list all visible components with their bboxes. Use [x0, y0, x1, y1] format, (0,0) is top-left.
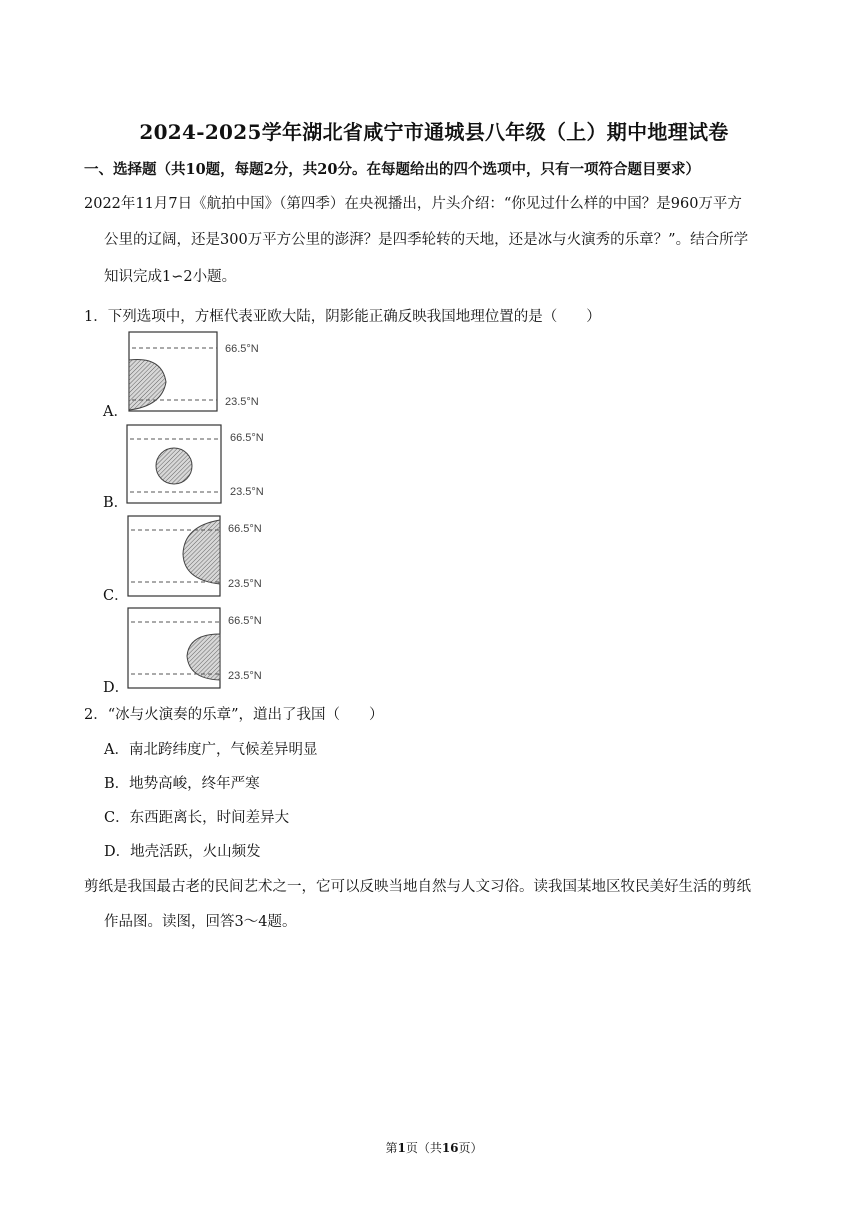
q2-option-d[interactable]: D．地壳活跃，火山频发: [104, 844, 261, 860]
china-shadow: [187, 634, 220, 680]
q1-option-d-label[interactable]: D．: [103, 680, 130, 696]
q1-option-c-label[interactable]: C．: [103, 588, 129, 604]
lat-66-label: 66.5°N: [225, 343, 259, 355]
question-1-stem: 1．下列选项中，方框代表亚欧大陆，阴影能正确反映我国地理位置的是（ ）: [84, 309, 601, 325]
lat-23-label: 23.5°N: [225, 396, 259, 408]
china-shadow: [156, 448, 192, 484]
lat-23-label: 23.5°N: [230, 486, 264, 498]
footer-page-number: 1: [397, 1141, 406, 1155]
q1-option-b-label[interactable]: B．: [103, 495, 129, 511]
page-title: 2024-2025学年湖北省咸宁市通城县八年级（上）期中地理试卷: [139, 120, 729, 144]
lat-66-label: 66.5°N: [228, 615, 262, 627]
china-shadow: [129, 359, 166, 410]
footer-middle: 页（共: [405, 1141, 442, 1155]
lat-66-label: 66.5°N: [230, 432, 264, 444]
page-footer: [0, 1139, 868, 1156]
footer-suffix: 页）: [458, 1141, 483, 1155]
lat-66-label: 66.5°N: [228, 523, 262, 535]
q2-option-a[interactable]: A．南北跨纬度广，气候差异明显: [104, 742, 318, 758]
q1-option-c-figure[interactable]: [126, 514, 276, 598]
q1-option-a-figure[interactable]: [128, 330, 278, 414]
lat-23-label: 23.5°N: [228, 578, 262, 590]
lat-23-label: 23.5°N: [228, 670, 262, 682]
question-2-stem: 2．“冰与火演奏的乐章”，道出了我国（ ）: [84, 707, 384, 723]
footer-prefix: 第: [385, 1141, 398, 1155]
q1-option-b-figure[interactable]: [126, 423, 276, 507]
section-heading: 一、选择题（共10题，每题2分，共20分。在每题给出的四个选项中，只有一项符合题目要求）: [84, 161, 700, 178]
intro-line-1: 2022年11月7日《航拍中国》（第四季）在央视播出，片头介绍：“你见过什么样的中国？是960万平方: [84, 196, 742, 212]
q1-option-a-label[interactable]: A．: [103, 404, 128, 420]
q2-option-b[interactable]: B．地势高峻，终年严寒: [104, 776, 260, 792]
footer-total-pages: 16: [441, 1141, 459, 1155]
intro-line-3: 知识完成1∽2小题。: [104, 269, 237, 285]
q1-option-d-figure[interactable]: [126, 606, 276, 690]
q3-intro-line-2: 作品图。读图，回答3～4题。: [104, 914, 297, 930]
intro-line-2: 公里的辽阔，还是300万平方公里的澎湃？是四季轮转的天地，还是冰与火演秀的乐章？”。结合所学: [104, 232, 749, 248]
q2-option-c[interactable]: C．东西距离长，时间差异大: [104, 810, 290, 826]
q3-intro-line-1: 剪纸是我国最古老的民间艺术之一，它可以反映当地自然与人文习俗。读我国某地区牧民美好生活的剪纸: [84, 879, 751, 895]
